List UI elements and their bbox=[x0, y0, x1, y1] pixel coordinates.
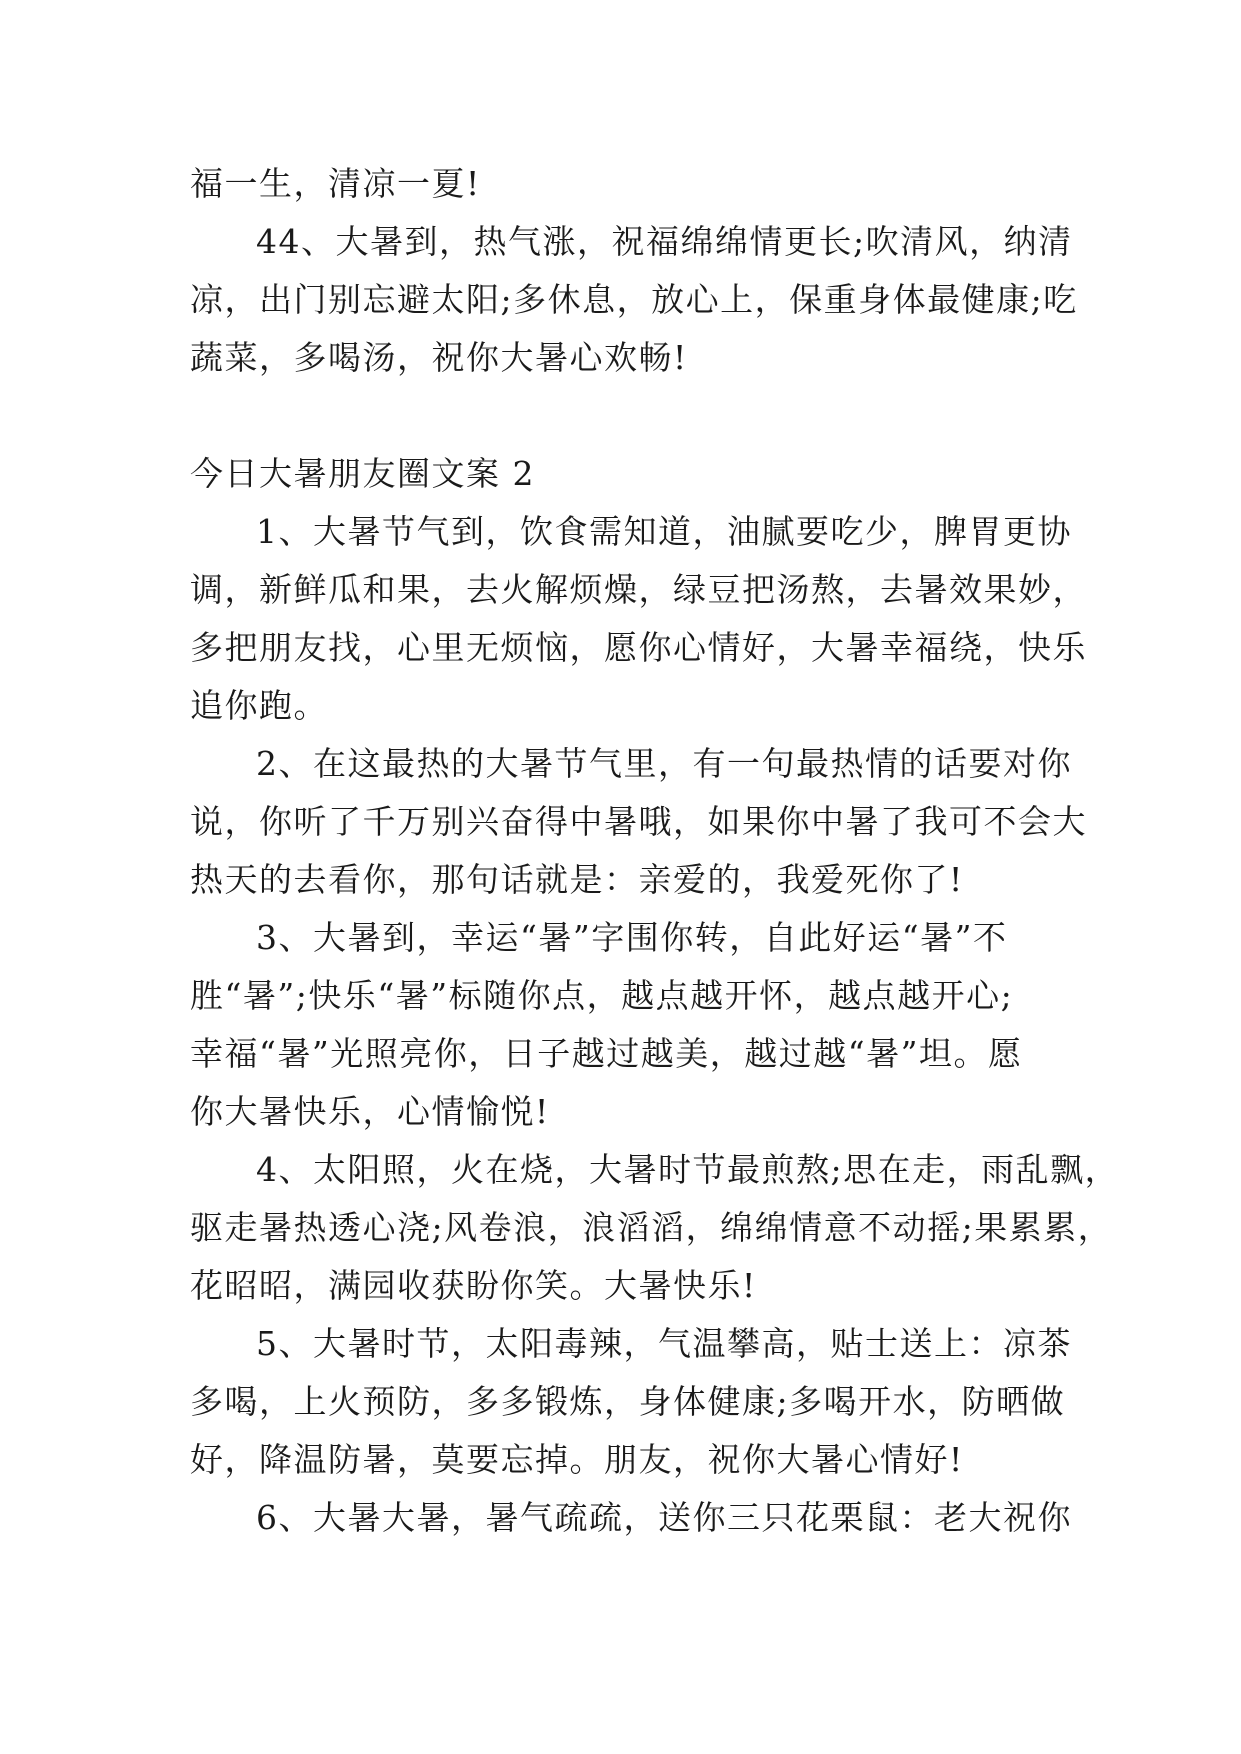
item-line: 花昭昭，满园收获盼你笑。大暑快乐! bbox=[190, 1266, 757, 1305]
item-line: 胜“暑”;快乐“暑”标随你点，越点越开怀，越点越开心; bbox=[190, 976, 1014, 1015]
item-line: 追你跑。 bbox=[190, 686, 328, 725]
paragraph-line: 福一生，清凉一夏! bbox=[190, 164, 481, 203]
item-line: 2、在这最热的大暑节气里，有一句最热情的话要对你 bbox=[256, 744, 1072, 783]
item-line: 你大暑快乐，心情愉悦! bbox=[190, 1092, 550, 1131]
item-line: 好，降温防暑，莫要忘掉。朋友，祝你大暑心情好! bbox=[190, 1440, 964, 1479]
item-line: 1、大暑节气到，饮食需知道，油腻要吃少，脾胃更协 bbox=[256, 512, 1072, 551]
item-line: 多把朋友找，心里无烦恼，愿你心情好，大暑幸福绕，快乐 bbox=[190, 628, 1087, 667]
item-line: 6、大暑大暑，暑气疏疏，送你三只花栗鼠：老大祝你 bbox=[256, 1498, 1072, 1537]
item-line: 驱走暑热透心浇;风卷浪，浪滔滔，绵绵情意不动摇;果累累， bbox=[190, 1208, 1113, 1247]
document-page bbox=[190, 155, 1120, 1547]
item-line: 调，新鲜瓜和果，去火解烦燥，绿豆把汤熬，去暑效果妙， bbox=[190, 570, 1087, 609]
item-line: 多喝，上火预防，多多锻炼，身体健康;多喝开水，防晒做 bbox=[190, 1382, 1066, 1421]
section-spacer bbox=[190, 387, 1052, 445]
item-line: 热天的去看你，那句话就是：亲爱的，我爱死你了! bbox=[190, 860, 964, 899]
item-line: 3、大暑到，幸运“暑”字围你转，自此好运“暑”不 bbox=[256, 918, 1008, 957]
item-line: 4、太阳照，火在烧，大暑时节最煎熬;思在走，雨乱飘， bbox=[256, 1150, 1120, 1189]
item-line: 5、大暑时节，太阳毒辣，气温攀高，贴士送上：凉茶 bbox=[256, 1324, 1072, 1363]
item-line: 幸福“暑”光照亮你，日子越过越美，越过越“暑”坦。愿 bbox=[190, 1034, 1023, 1073]
paragraph-line: 44、大暑到，热气涨，祝福绵绵情更长;吹清风，纳清 bbox=[256, 222, 1073, 261]
paragraph-line: 凉，出门别忘避太阳;多休息，放心上，保重身体最健康;吃 bbox=[190, 280, 1078, 319]
paragraph-line: 蔬菜，多喝汤，祝你大暑心欢畅! bbox=[190, 338, 688, 377]
section-heading: 今日大暑朋友圈文案 2 bbox=[190, 454, 535, 493]
item-line: 说，你听了千万别兴奋得中暑哦，如果你中暑了我可不会大 bbox=[190, 802, 1087, 841]
